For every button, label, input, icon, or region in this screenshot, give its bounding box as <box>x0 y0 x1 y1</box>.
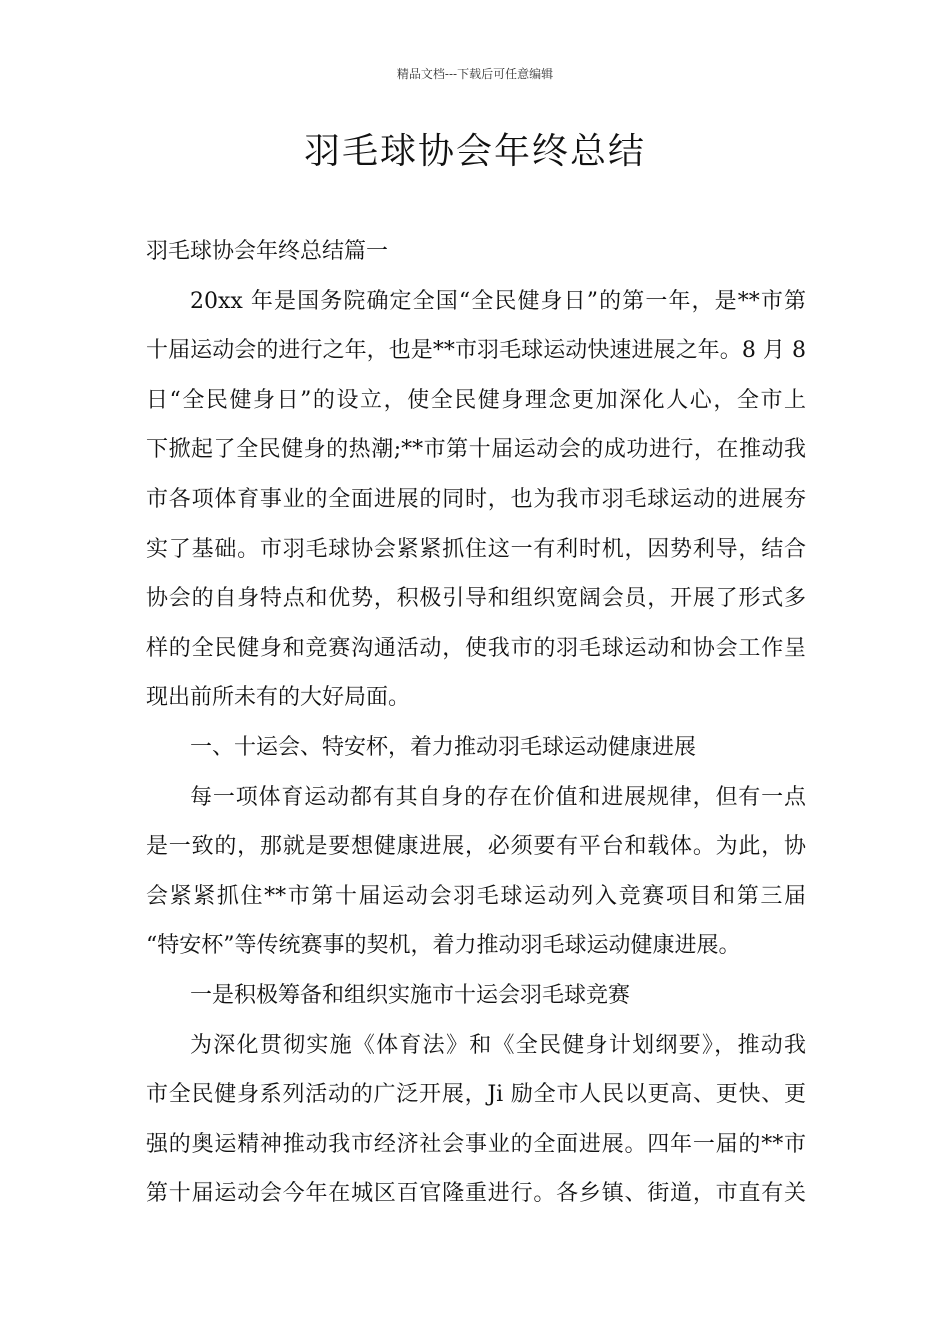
text-line: 市各项体育事业的全面进展的同时，也为我市羽毛球运动的进展夯 <box>146 486 806 512</box>
text-line: 实了基础。市羽毛球协会紧紧抓住这一有利时机，因势利导，结合 <box>146 536 806 562</box>
document-title: 羽毛球协会年终总结 <box>303 131 646 172</box>
text-line: 市全民健身系列活动的广泛开展，Ji 励全市人民以更高、更快、更 <box>146 1082 806 1108</box>
text-line: “特安杯”等传统赛事的契机，着力推动羽毛球运动健康进展。 <box>146 933 741 959</box>
text-line: 是一致的，那就是要想健康进展，必须要有平台和载体。为此，协 <box>146 834 806 860</box>
document-body <box>146 230 806 1222</box>
text-line: 十届运动会的进行之年，也是**市羽毛球运动快速进展之年。8 月 8 <box>146 338 806 364</box>
text-line: 下掀起了全民健身的热潮;**市第十届运动会的成功进行，在推动我 <box>146 437 806 463</box>
text-line: 协会的自身特点和优势，积极引导和组织宽阔会员，开展了形式多 <box>146 586 806 612</box>
text-line: 为深化贯彻实施《体育法》和《全民健身计划纲要》，推动我 <box>190 1032 806 1058</box>
text-line: 第十届运动会今年在城区百官隆重进行。各乡镇、街道，市直有关 <box>146 1181 806 1207</box>
text-line: 一、十运会、特安杯，着力推动羽毛球运动健康进展 <box>190 734 697 760</box>
header-note: 精品文档---下载后可任意编辑 <box>396 67 554 81</box>
text-line: 一是积极筹备和组织实施市十运会羽毛球竞赛 <box>190 982 631 1008</box>
text-line: 20xx 年是国务院确定全国“全民健身日”的第一年，是**市第 <box>190 288 806 314</box>
text-line: 样的全民健身和竞赛沟通活动，使我市的羽毛球运动和协会工作呈 <box>146 635 806 661</box>
text-line: 会紧紧抓住**市第十届运动会羽毛球运动列入竞赛项目和第三届 <box>146 883 806 909</box>
text-line: 每一项体育运动都有其自身的存在价值和进展规律，但有一点 <box>190 784 806 810</box>
text-line: 日“全民健身日”的设立，使全民健身理念更加深化人心，全市上 <box>146 387 806 413</box>
text-line: 现出前所未有的大好局面。 <box>146 685 411 711</box>
text-line: 强的奥运精神推动我市经济社会事业的全面进展。四年一届的**市 <box>146 1131 806 1157</box>
text-line: 羽毛球协会年终总结篇一 <box>146 239 389 264</box>
